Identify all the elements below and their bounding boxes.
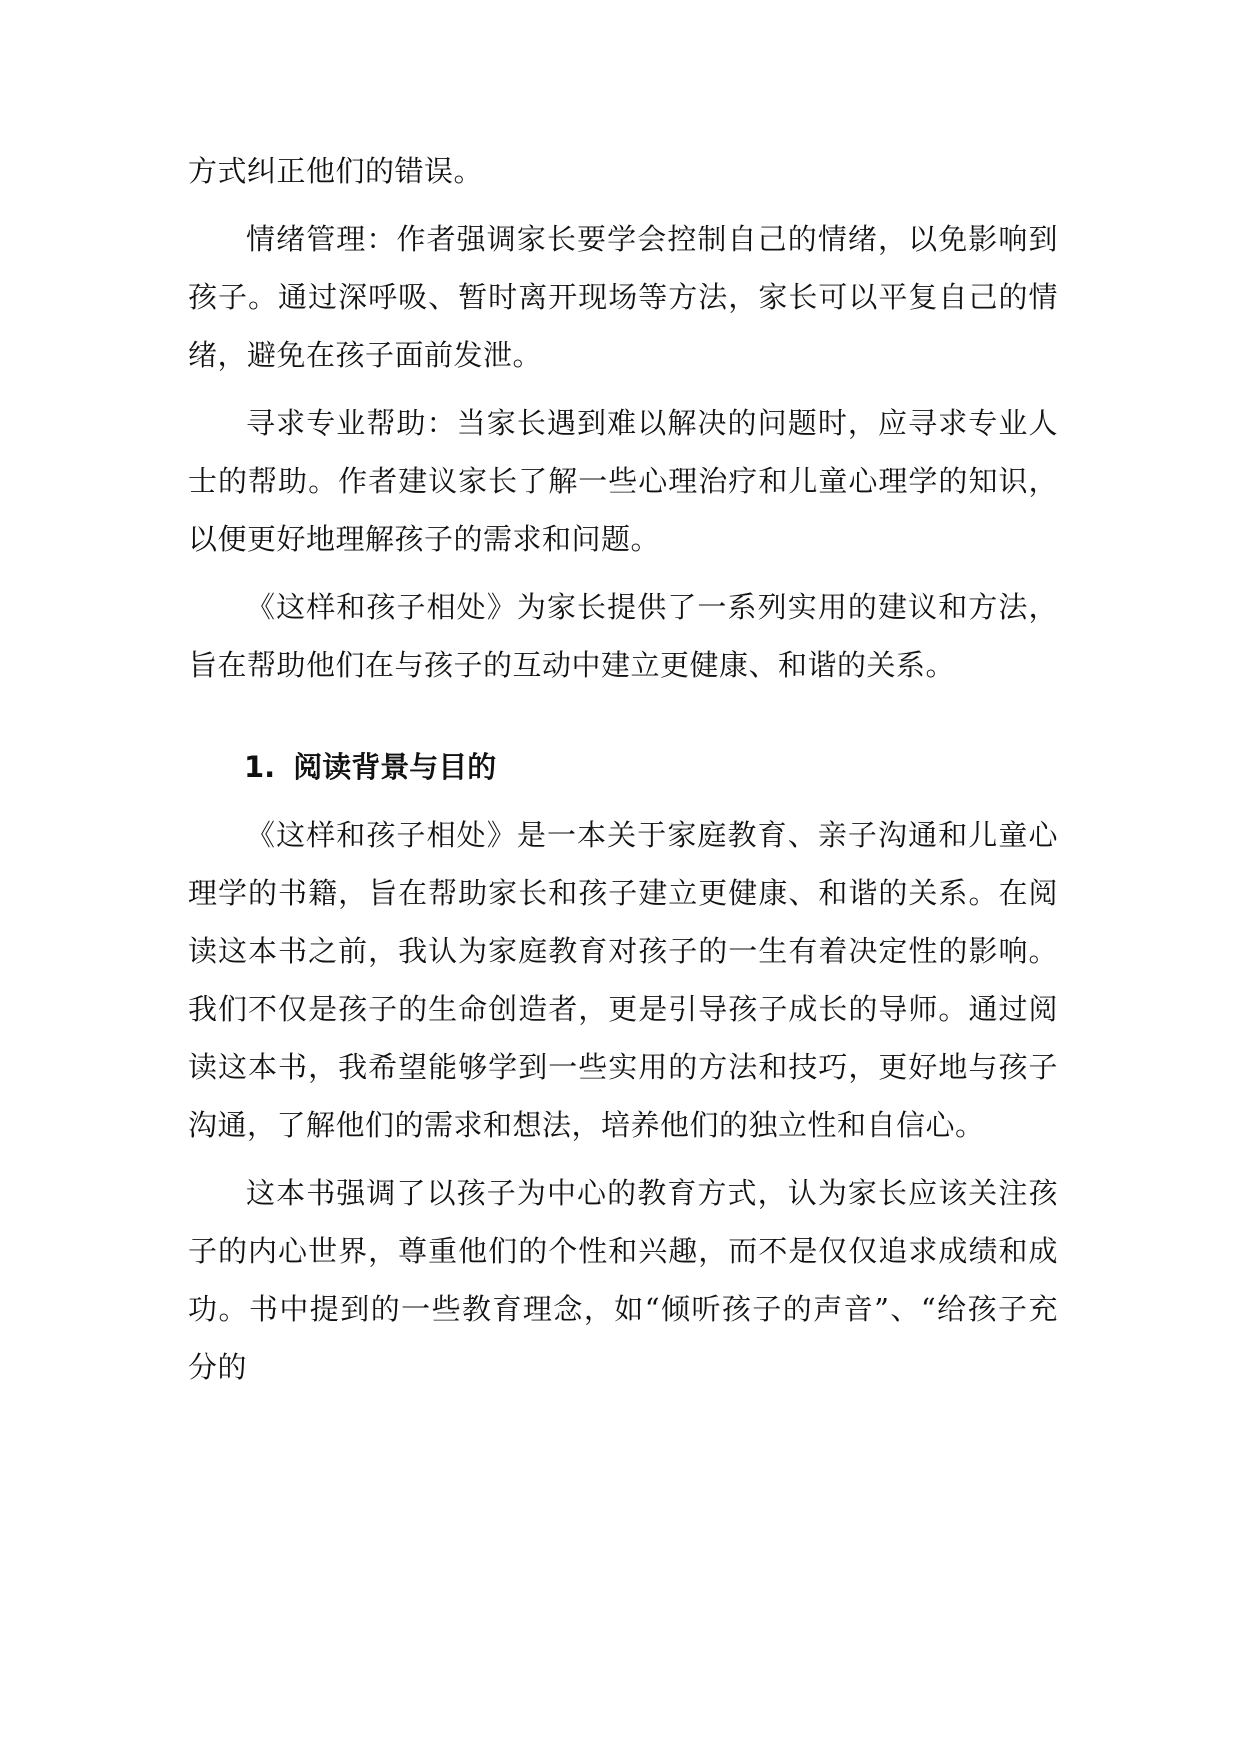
paragraph-continuation: 方式纠正他们的错误。: [188, 154, 484, 188]
section-title: 阅读背景与目的: [293, 750, 497, 784]
paragraph-summary: 《这样和孩子相处》为家长提供了一系列实用的建议和方法，旨在帮助他们在与孩子的互动中建立更健康、和谐的关系。: [188, 590, 1058, 682]
section-number: 1.: [244, 750, 276, 784]
page-content: [188, 142, 1058, 1396]
section-heading: [188, 738, 1058, 796]
paragraph-reading-background: 《这样和孩子相处》是一本关于家庭教育、亲子沟通和儿童心理学的书籍，旨在帮助家长和孩子建立更健康、和谐的关系。在阅读这本书之前，我认为家庭教育对孩子的一生有着决定性的影响。我们不仅是孩子的生命创造者，更是引导孩子成长的导师。通过阅读这本书，我希望能够学到一些实用的方法和技巧，更好地与孩子沟通，了解他们的需求和想法，培养他们的独立性和自信心。: [188, 818, 1058, 1142]
paragraph-child-centered: 这本书强调了以孩子为中心的教育方式，认为家长应该关注孩子的内心世界，尊重他们的个性和兴趣，而不是仅仅追求成绩和成功。书中提到的一些教育理念，如“倾听孩子的声音”、“给孩子充分的: [188, 1176, 1058, 1384]
paragraph-emotion-management: 情绪管理：作者强调家长要学会控制自己的情绪，以免影响到孩子。通过深呼吸、暂时离开现场等方法，家长可以平复自己的情绪，避免在孩子面前发泄。: [188, 222, 1058, 372]
paragraph-professional-help: 寻求专业帮助：当家长遇到难以解决的问题时，应寻求专业人士的帮助。作者建议家长了解一些心理治疗和儿童心理学的知识，以便更好地理解孩子的需求和问题。: [188, 406, 1058, 556]
